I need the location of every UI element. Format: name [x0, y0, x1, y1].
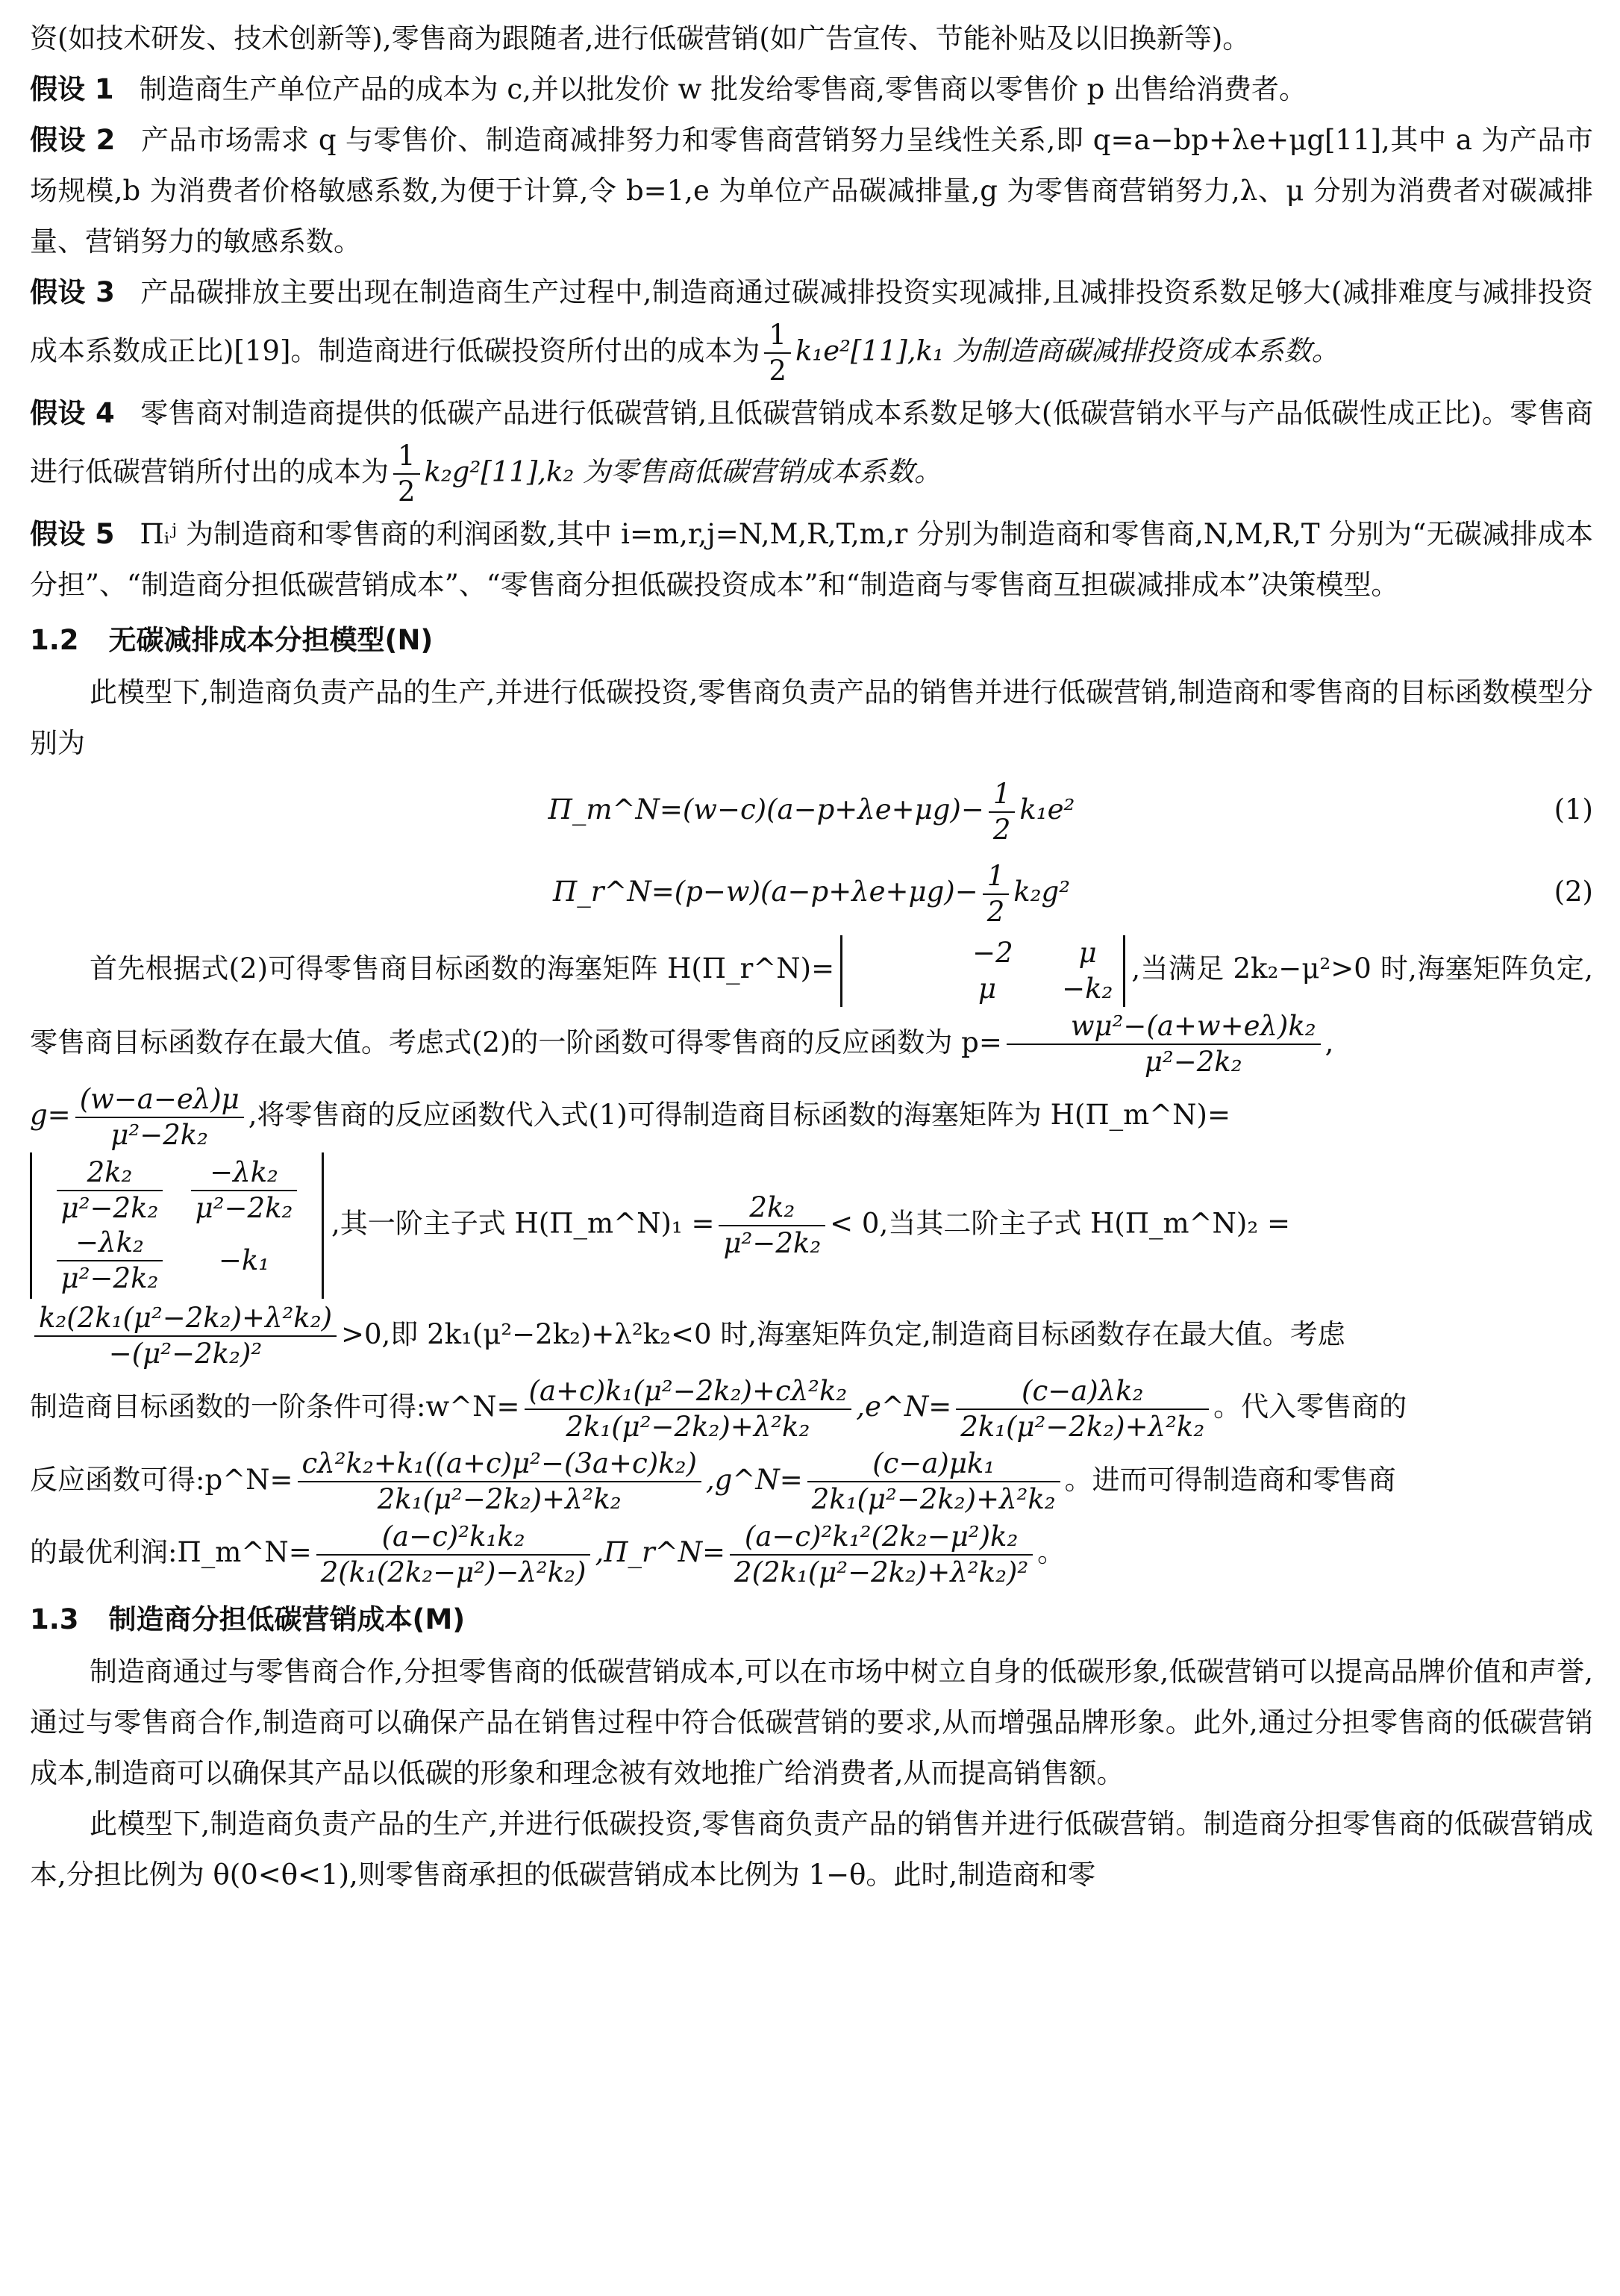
equation-number: (2)	[1554, 876, 1593, 908]
gN-fraction: $\frac{\text{(c−a)μk₁}}{\text{2k₁(μ²−2k₂)+λ²k₂}}$	[807, 1447, 1060, 1517]
intro-line: 资(如技术研发、技术创新等),零售商为跟随者,进行低碳营销(如广告宣传、节能补贴及以旧换新等)。	[30, 22, 1251, 54]
assumption-label: 假设 5	[30, 518, 115, 550]
section-1-2-para-8	[30, 1517, 1593, 1590]
hessian-intro-text: 首先根据式(2)可得零售商目标函数的海塞矩阵 H(Π_r^N)=	[90, 952, 835, 985]
section-1-3-para-1: 制造商通过与零售商合作,分担零售商的低碳营销成本,可以在市场中树立自身的低碳形象,低碳营销可以提高品牌价值和声誉,通过与零售商合作,制造商可以确保产品在销售过程中符合低碳营销的要求,从而增强品牌形象。此外,通过分担零售商的低碳营销成本,制造商可以确保其产品以低碳的形象和理念被有效地推广给消费者,从而提高销售额。	[30, 1655, 1593, 1789]
equation-rhs: k₂g²	[1013, 876, 1071, 908]
equation-2	[30, 851, 1593, 933]
assumption-label: 假设 1	[30, 73, 114, 105]
reaction-p-fraction: $\frac{\text{wμ²−(a+w+eλ)k₂}}{\text{μ²−2k₂}}$	[1007, 1009, 1321, 1079]
assumption-label: 假设 4	[30, 397, 115, 429]
first-order-text: 制造商目标函数的一阶条件可得:w^N=	[30, 1391, 520, 1423]
pirN-label: ,Π_r^N=	[595, 1536, 726, 1568]
assumption-text: 制造商生产单位产品的成本为 c,并以批发价 w 批发给零售商,零售商以零售价 p 出售给消费者。	[139, 73, 1307, 105]
gN-label: ,g^N=	[705, 1463, 803, 1496]
second-minor-condition: >0,即 2k₁(μ²−2k₂)+λ²k₂<0 时,海塞矩阵负定,制造商目标函数存在最大值。考虑	[341, 1317, 1345, 1350]
assumption-text: 零售商对制造商提供的低碳产品进行低碳营销,且低碳营销成本系数足够大(低碳营销水平与产品低碳性成正比)。零售商进行低碳营销所付出的成本为	[30, 397, 1593, 488]
section-1-2-para-5	[30, 1299, 1593, 1372]
section-1-2-para-6	[30, 1371, 1593, 1444]
assumption-1	[30, 64, 1593, 115]
first-minor-text: ,其一阶主子式 H(Π_m^N)₁ =	[331, 1207, 715, 1239]
section-1-2-para-7	[30, 1444, 1593, 1517]
section-1-3-para-2: 此模型下,制造商负责产品的生产,并进行低碳投资,零售商负责产品的销售并进行低碳营销。制造商分担零售商的低碳营销成本,分担比例为 θ(0<θ<1),则零售商承担的低碳营销成本比例为 1−θ。此时,制造商和零	[30, 1807, 1593, 1891]
equation-1	[30, 769, 1593, 851]
period: 。	[1037, 1536, 1066, 1568]
equation-rhs: k₁e²	[1019, 793, 1075, 826]
paper-page	[30, 13, 1593, 1900]
pN-fraction: $\frac{\text{cλ²k₂+k₁((a+c)μ²−(3a+c)k₂)}}{\text{2k₁(μ²−2k₂)+λ²k₂}}$	[298, 1447, 701, 1517]
eN-label: ,e^N=	[856, 1391, 952, 1423]
hessian-matrix-manufacturer: $\frac{\text{2k₂}}{\text{μ²−2k₂}}$ $\frac{\text{−λk₂}}{\text{μ²−2k₂}}$ $\frac{\text{−λk₂}}{\text{μ²−2k₂}}$ −k₁	[30, 1152, 324, 1299]
eN-fraction: $\frac{\text{(c−a)λk₂}}{\text{2k₁(μ²−2k₂)+λ²k₂}}$	[956, 1374, 1209, 1444]
equation-fraction: $\frac{1}{2}$	[983, 859, 1010, 929]
section-number: 1.2	[30, 624, 79, 656]
reaction-g-fraction: $\frac{(w-a-e\lambda)\mu}{\text{μ²−2k₂}}$	[75, 1082, 244, 1152]
assumption-3	[30, 267, 1593, 388]
equation-number: (1)	[1554, 793, 1593, 826]
section-1-2-para-3	[30, 1079, 1593, 1152]
reaction-g-lhs: g=	[30, 1099, 71, 1131]
hessian-matrix-retailer: −2 μ μ −k₂	[840, 935, 1125, 1007]
section-title: 无碳减排成本分担模型(N)	[108, 624, 434, 656]
pirN-fraction: $\frac{\text{(a−c)²k₁²(2k₂−μ²)k₂}}{\text{2(2k₁(μ²−2k₂)+λ²k₂)²}}$	[730, 1520, 1033, 1590]
pN-label: 反应函数可得:p^N=	[30, 1463, 293, 1496]
assumption-text: 产品碳排放主要出现在制造商生产过程中,制造商通过碳减排投资实现减排,且减排投资系数足够大(减排难度与减排投资成本系数成正比)[19]。制造商进行低碳投资所付出的成本为	[30, 276, 1593, 367]
assumption-text-cont: k₂g²[11],k₂ 为零售商低碳营销成本系数。	[424, 455, 942, 488]
fraction-one-half: $\frac{1}{2}$	[764, 318, 791, 388]
equation-fraction: $\frac{1}{2}$	[989, 777, 1016, 847]
equation-lhs: Π_m^N=(w−c)(a−p+λe+μg)−	[548, 793, 984, 826]
assumption-label: 假设 2	[30, 124, 116, 156]
fraction-one-half: $\frac{1}{2}$	[393, 439, 420, 509]
optimal-profit-intro: 。进而可得制造商和零售商	[1064, 1463, 1396, 1496]
hessian-condition-text: ,当满足 2k₂−μ²>0 时,海塞矩阵负定,零售商目标函数存在最大值。考虑式(2)的一阶函数可得零售商的反应函数为 p=	[30, 952, 1593, 1058]
pimN-label: 的最优利润:Π_m^N=	[30, 1536, 312, 1568]
assumption-text-cont: k₁e²[11],k₁ 为制造商碳减排投资成本系数。	[795, 334, 1339, 367]
section-1-2-para-1: 此模型下,制造商负责产品的生产,并进行低碳投资,零售商负责产品的销售并进行低碳营销,制造商和零售商的目标函数模型分别为	[30, 676, 1593, 759]
second-minor-text: < 0,当其二阶主子式 H(Π_m^N)₂ =	[830, 1207, 1290, 1239]
section-heading-1-2	[30, 614, 1593, 667]
section-1-2-para-2: 首先根据式(2)可得零售商目标函数的海塞矩阵 H(Π_r^N)= −2 μ μ −k₂ ,当满足 2k₂−μ²>0 时,海塞矩阵负定,零售商目标函数存在最大值。考虑式(2)的一阶函数可得零售商的反应函数为 p= $\frac{\text{wμ²−(a+w+eλ)k₂}}{\text{μ²−2k₂}}$ ,	[30, 936, 1593, 1078]
assumption-2	[30, 115, 1593, 267]
assumption-text: 产品市场需求 q 与零售价、制造商减排努力和零售商营销努力呈线性关系,即 q=a−bp+λe+μg[11],其中 a 为产品市场规模,b 为消费者价格敏感系数,为便于计算,令 b=1,e 为单位产品碳减排量,g 为零售商营销努力,λ、μ 分别为消费者对碳减排量、营销努力的敏感系数。	[30, 124, 1593, 258]
assumption-5	[30, 509, 1593, 611]
assumption-4	[30, 388, 1593, 509]
first-minor-fraction: $\frac{\text{2k₂}}{\text{μ²−2k₂}}$	[719, 1191, 825, 1261]
section-number: 1.3	[30, 1603, 79, 1635]
substitute-text: 。代入零售商的	[1213, 1391, 1407, 1423]
manufacturer-hessian-text: ,将零售商的反应函数代入式(1)可得制造商目标函数的海塞矩阵为 H(Π_m^N)=	[248, 1099, 1230, 1131]
pimN-fraction: $\frac{\text{(a−c)²k₁k₂}}{\text{2(k₁(2k₂−μ²)−λ²k₂)}}$	[316, 1520, 591, 1590]
second-minor-fraction: $\frac{\text{k₂(2k₁(μ²−2k₂)+λ²k₂)}}{\text{−(μ²−2k₂)²}}$	[34, 1301, 337, 1371]
section-heading-1-3	[30, 1593, 1593, 1647]
equation-lhs: Π_r^N=(p−w)(a−p+λe+μg)−	[552, 876, 978, 908]
section-1-2-para-4	[30, 1152, 1593, 1299]
wN-fraction: $\frac{\text{(a+c)k₁(μ²−2k₂)+cλ²k₂}}{\text{2k₁(μ²−2k₂)+λ²k₂}}$	[525, 1374, 852, 1444]
assumption-label: 假设 3	[30, 276, 115, 308]
section-title: 制造商分担低碳营销成本(M)	[108, 1603, 466, 1635]
assumption-text: Πᵢʲ 为制造商和零售商的利润函数,其中 i=m,r,j=N,M,R,T,m,r 分别为制造商和零售商,N,M,R,T 分别为“无碳减排成本分担”、“制造商分担低碳营销成本”、“零售商分担低碳投资成本”和“制造商与零售商互担碳减排成本”决策模型。	[30, 518, 1593, 601]
